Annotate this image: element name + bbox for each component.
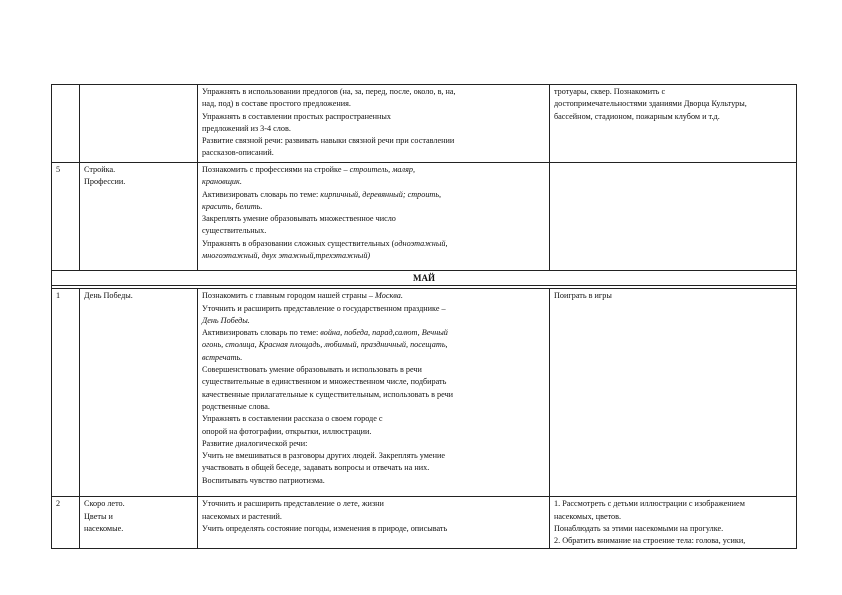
number-cell [52, 85, 80, 163]
tasks-cell [198, 497, 550, 549]
activities-cell [550, 497, 797, 549]
text-line: рассказов-описаний. [202, 148, 274, 158]
text-line: существительные в единственном и множественном числе, подбирать [202, 377, 447, 387]
activities-cell: Поиграть в игры [550, 289, 797, 497]
list-item: 2. Обратить внимание на строение тела: голова, усики, [554, 536, 746, 546]
topic-cell [80, 85, 198, 163]
tasks-cell [198, 163, 550, 271]
tasks-cell [198, 289, 550, 497]
text-line: Упражнять в использовании предлогов (на, за, перед, после, около, в, на, [202, 87, 456, 96]
text-line: качественные прилагательные к существительным, использовать в речи [202, 389, 454, 399]
lesson-plan-table [51, 84, 797, 549]
activities-cell [550, 85, 797, 163]
lesson-plan-sheet [51, 84, 796, 549]
text-line: встречать. [202, 352, 243, 362]
topic-title: Скоро лето. [84, 499, 125, 509]
number-cell: 2 [52, 497, 80, 549]
text-line: достопримечательностями зданиями Дворца Культуры, [554, 99, 747, 109]
topic-title: Стройка. [84, 165, 116, 174]
text-line: Закреплять умение образовывать множественное число [202, 214, 396, 224]
activities-cell [550, 163, 797, 271]
text-line: предложений из 3-4 слов. [202, 123, 291, 133]
topic-title: Цветы и [84, 511, 113, 521]
text-line: Познакомить с профессиями на стройке – строитель, маляр, [202, 165, 416, 174]
text-line: Упражнять в составлении простых распространенных [202, 111, 391, 121]
text-line: бассейном, стадионом, пожарным клубом и т.д. [554, 111, 720, 121]
text-line: существительных. [202, 226, 267, 236]
text-line: Развитие связной речи: развивать навыки связной речи при составлении [202, 136, 455, 146]
text-line: опорой на фотографии, открытки, иллюстрации. [202, 426, 372, 436]
text-line: Уточнить и расширить представление о государственном празднике – [202, 303, 446, 313]
text-line: над, под) в составе простого предложения. [202, 99, 351, 109]
text-line: Активизировать словарь по теме: война, победа, парад,салют, Вечный [202, 328, 448, 338]
text-line: День Победы. [202, 315, 250, 325]
number-cell: 1 [52, 289, 80, 497]
text-line: Упражнять в составлении рассказа о своем городе с [202, 414, 383, 424]
text-line: многоэтажный, двух этажный,трехэтажный) [202, 251, 371, 261]
list-item: насекомых, цветов. [554, 511, 622, 521]
text-line: Упражнять в образовании сложных существительных (одноэтажный, [202, 238, 448, 248]
topic-title: Профессии. [84, 177, 126, 187]
month-header-row [52, 271, 797, 286]
topic-cell: День Победы. [80, 289, 198, 497]
topic-cell [80, 163, 198, 271]
text-line: Познакомить с главным городом нашей страны – Москва. [202, 291, 403, 301]
text-line: Учить не вмешиваться в разговоры других людей. Закреплять умение [202, 451, 445, 461]
text-line: Развитие диалогической речи: [202, 438, 308, 448]
topic-cell [80, 497, 198, 549]
table-row [52, 163, 797, 271]
number-cell: 5 [52, 163, 80, 271]
text-line: крановщик. [202, 177, 242, 187]
text-line: Совершенствовать умение образовывать и использовать в речи [202, 365, 422, 375]
text-line: родственные слова. [202, 401, 270, 411]
list-item: 1. Рассмотреть с детьми иллюстрации с изображением [554, 499, 745, 509]
text-line: красить, белить. [202, 201, 263, 211]
text-line: Учить определять состояние погоды, изменения в природе, описывать [202, 523, 448, 533]
topic-title: насекомые. [84, 523, 124, 533]
text-line: тротуары, сквер. Познакомить с [554, 87, 666, 96]
text-line: Уточнить и расширить представление о лете, жизни [202, 499, 384, 509]
table-row [52, 289, 797, 497]
month-title: МАЙ [52, 271, 797, 286]
text-line: насекомых и растений. [202, 511, 282, 521]
table-row [52, 85, 797, 163]
text-line: Воспитывать чувство патриотизма. [202, 475, 325, 485]
text-line: огонь, столица, Красная площадь, любимый, праздничный, посещать, [202, 340, 448, 350]
text-line: Активизировать словарь по теме: кирпичный, деревянный; строить, [202, 189, 442, 199]
table-row [52, 497, 797, 549]
text-line: участвовать в общей беседе, задавать вопросы и отвечать на них. [202, 463, 430, 473]
tasks-cell [198, 85, 550, 163]
list-item: Понаблюдать за этими насекомыми на прогулке. [554, 523, 724, 533]
